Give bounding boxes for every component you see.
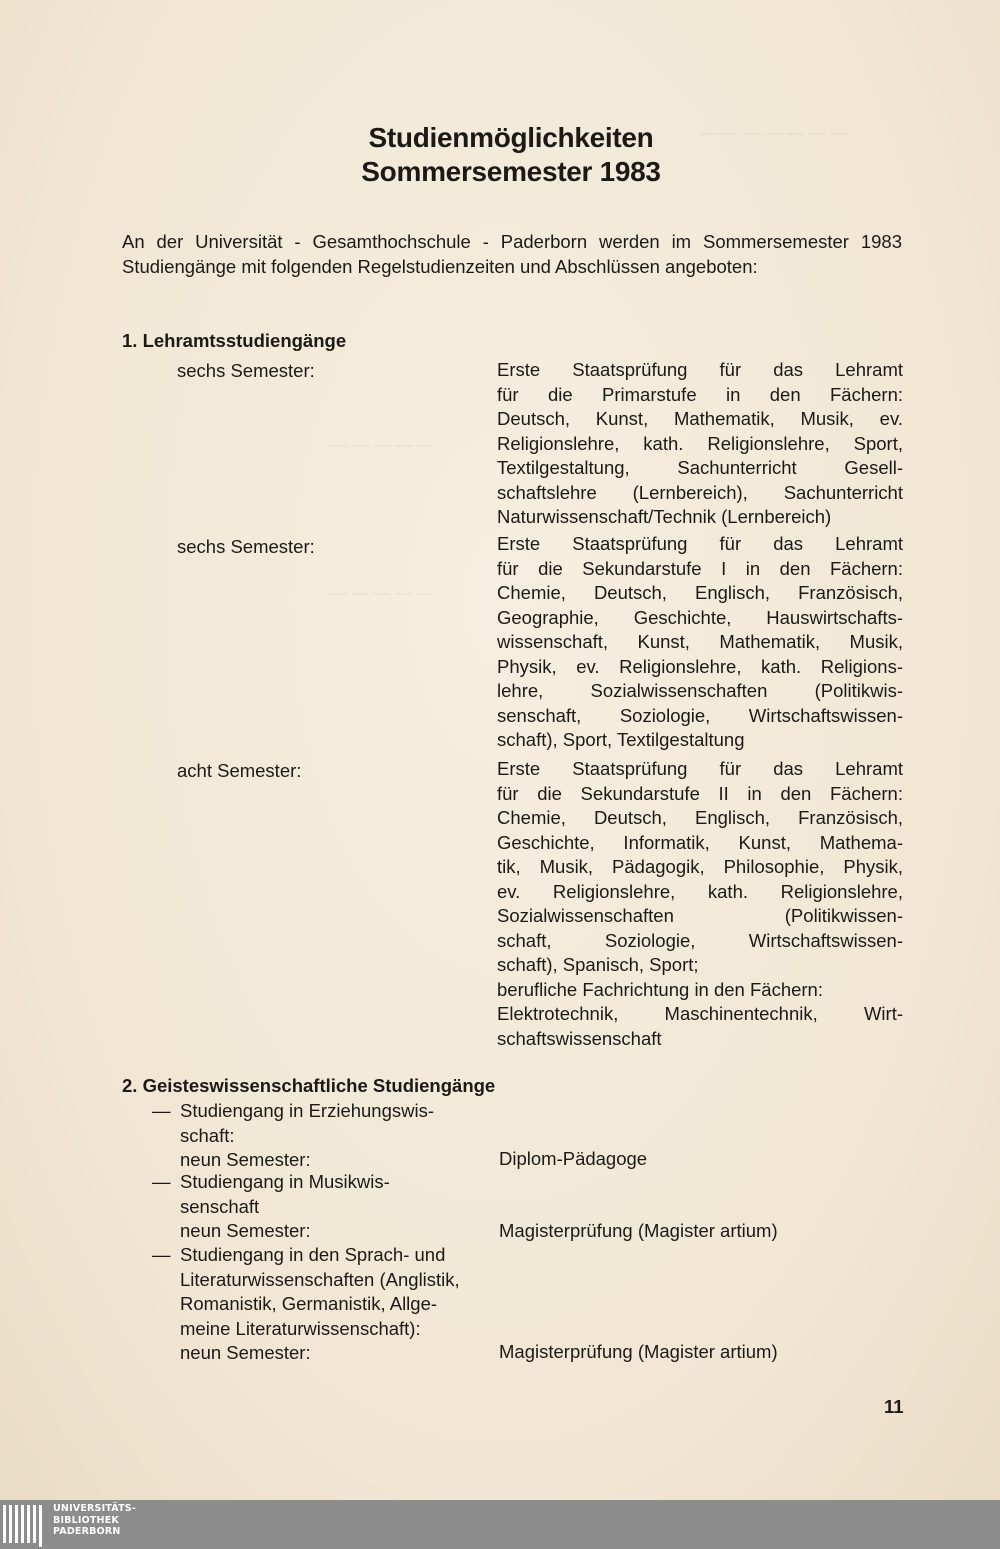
logo-line: PADERBORN [53, 1526, 121, 1537]
description-line: tik, Musik, Pädagogik, Philosophie, Physik, [497, 856, 903, 877]
description-line: Religionslehre, kath. Religionslehre, Sport, [497, 432, 903, 454]
study-program-degree: Magisterprüfung (Magister artium) [499, 1341, 778, 1362]
library-footer-bar [0, 1500, 1000, 1549]
logo-line: BIBLIOTHEK [53, 1514, 119, 1526]
description-line: schaft), Spanisch, Sport; [497, 954, 699, 975]
description-line: Physik, ev. Religionslehre, kath. Religions- [497, 655, 903, 677]
study-program-duration: neun Semester: [180, 1220, 311, 1241]
section-heading-geisteswissenschaften: 2. Geisteswissenschaftliche Studiengänge [122, 1075, 496, 1096]
entry-duration-label: sechs Semester: [177, 536, 315, 557]
intro-paragraph: An der Universität - Gesamthochschule - Paderborn werden im Sommersemester 1983 Studiengänge mit folgenden Regelstudienzeiten und Abschlüssen angeboten: [122, 231, 902, 277]
study-program-degree: Magisterprüfung (Magister artium) [499, 1220, 778, 1241]
description-line: Textilgestaltung, Sachunterricht Gesell- [497, 457, 903, 478]
show-through-text: — — — — — [330, 583, 434, 602]
logo-line: UNIVERSITÄTS- [53, 1503, 136, 1514]
description-line: wissenschaft, Kunst, Mathematik, Musik, [497, 631, 903, 652]
study-program-name: schaft: [180, 1124, 235, 1146]
study-program-duration: neun Semester: [180, 1149, 311, 1170]
description-line: Sozialwissenschaften (Politikwissen- [497, 905, 903, 926]
entry-duration-label: sechs Semester: [177, 360, 315, 381]
description-line: schaft), Sport, Textilgestaltung [497, 729, 745, 750]
description-line: Geschichte, Informatik, Kunst, Mathema- [497, 831, 903, 853]
description-line: für die Sekundarstufe I in den Fächern: [497, 557, 903, 579]
description-line: Erste Staatsprüfung für das Lehramt [497, 758, 903, 779]
library-logo-icon [3, 1502, 47, 1547]
description-line: Elektrotechnik, Maschinentechnik, Wirt- [497, 1003, 903, 1024]
page-title-line2: Sommersemester 1983 [361, 156, 661, 187]
dash-bullet: — [152, 1171, 171, 1192]
description-line: lehre, Sozialwissenschaften (Politikwis- [497, 680, 903, 701]
description-line: Naturwissenschaft/Technik (Lernbereich) [497, 506, 832, 527]
dash-bullet: — [152, 1244, 171, 1265]
entry-description [497, 358, 903, 530]
study-program-name: senschaft [180, 1195, 260, 1217]
study-program-name: Romanistik, Germanistik, Allge- [180, 1293, 438, 1314]
description-line: senschaft, Soziologie, Wirtschaftswissen- [497, 704, 903, 726]
study-program-name: meine Literaturwissenschaft): [180, 1317, 421, 1339]
study-program-name: Studiengang in Erziehungswis- [180, 1100, 435, 1121]
description-line: Erste Staatsprüfung für das Lehramt [497, 359, 903, 380]
description-line: für die Sekundarstufe II in den Fächern: [497, 782, 903, 804]
page-title-line1: Studienmöglichkeiten [368, 122, 654, 153]
description-line: schaftslehre (Lernbereich), Sachunterricht [497, 481, 903, 503]
study-program-name: Studiengang in Musikwis- [180, 1171, 390, 1192]
entry-description [497, 532, 903, 753]
description-line: schaft, Soziologie, Wirtschaftswissen- [497, 929, 903, 951]
description-line: Chemie, Deutsch, Englisch, Französisch, [497, 807, 903, 828]
entry-duration-label: acht Semester: [177, 760, 302, 781]
show-through-text: — — — — — [330, 435, 434, 454]
study-program-item [152, 1099, 532, 1173]
dash-bullet: — [152, 1100, 171, 1121]
study-program-item [152, 1243, 532, 1366]
description-line: für die Primarstufe in den Fächern: [497, 383, 903, 405]
entry-description [497, 757, 903, 1051]
description-line: Chemie, Deutsch, Englisch, Französisch, [497, 582, 903, 603]
study-program-name: Literaturwissenschaften (Anglistik, [180, 1268, 460, 1290]
description-line: Geographie, Geschichte, Hauswirtschafts- [497, 606, 903, 628]
study-program-duration: neun Semester: [180, 1342, 311, 1363]
study-program-item [152, 1170, 532, 1244]
study-program-degree: Diplom-Pädagoge [499, 1148, 648, 1169]
section-heading-lehramt: 1. Lehramtsstudiengänge [122, 330, 347, 351]
description-line: Deutsch, Kunst, Mathematik, Musik, ev. [497, 408, 903, 429]
description-line: ev. Religionslehre, kath. Religionslehre, [497, 880, 903, 902]
description-line: Erste Staatsprüfung für das Lehramt [497, 533, 903, 554]
description-line: schaftswissenschaft [497, 1027, 662, 1049]
description-line: berufliche Fachrichtung in den Fächern: [497, 978, 823, 1000]
show-through-text: — — — — — — — [700, 123, 848, 142]
library-logo-text [53, 1503, 136, 1538]
page-number: 11 [884, 1396, 904, 1417]
study-program-name: Studiengang in den Sprach- und [180, 1244, 446, 1265]
